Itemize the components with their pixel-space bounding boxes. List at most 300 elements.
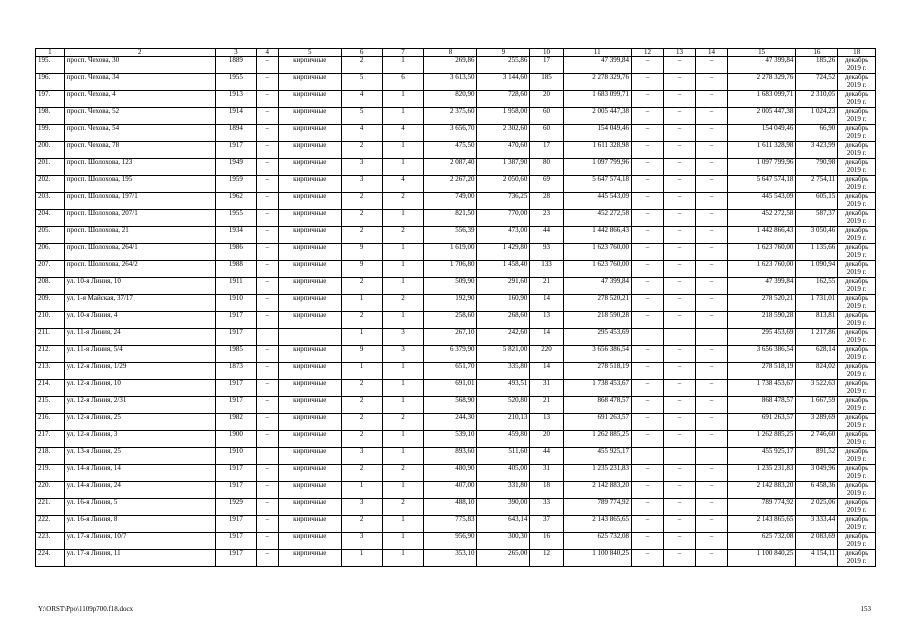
table-cell: – [663,210,695,227]
table-cell: – [631,176,663,193]
table-cell: ул. 17-я Линия, 11 [64,550,215,567]
table-cell: кирпичные [278,363,341,380]
table-cell: – [663,142,695,159]
table-cell: 3 [341,448,382,465]
table-cell: 1 100 840,25 [727,550,795,567]
table-cell: кирпичные [278,57,341,74]
table-cell: кирпичные [278,431,341,448]
table-cell: – [663,108,695,125]
table-cell: просп. Шолохова, 264/2 [64,261,215,278]
table-cell: 1 100 840,25 [563,550,631,567]
table-cell: 1 [382,482,424,499]
table-cell: – [256,193,278,210]
table-cell: 1911 [215,278,256,295]
table-cell: 1982 [215,414,256,431]
table-cell: 628,14 [796,346,838,363]
register-table [35,48,876,567]
table-cell: – [695,380,727,397]
table-row [36,91,876,108]
table-cell: – [695,278,727,295]
table-cell: 520,80 [477,397,530,414]
table-cell: 66,90 [796,125,838,142]
column-header: 18 [838,49,876,57]
table-cell: 215. [36,397,65,414]
table-cell: 278 518,19 [563,363,631,380]
table-cell: 390,00 [477,499,530,516]
table-cell: ул. 12-я Линия, 2/31 [64,397,215,414]
table-cell: 1917 [215,380,256,397]
table-cell: 3 [341,176,382,193]
table-cell: 13 [530,312,563,329]
table-row [36,57,876,74]
column-header: 12 [631,49,663,57]
table-cell: 1 [341,363,382,380]
table-cell: 1929 [215,499,256,516]
table-cell: декабрь 2019 г. [838,142,876,159]
table-cell: просп. Шолохова, 207/1 [64,210,215,227]
table-cell: кирпичные [278,74,341,91]
table-cell: 789 774,92 [563,499,631,516]
table-cell: 2 [341,210,382,227]
table-cell: 770,00 [477,210,530,227]
table-cell: – [695,431,727,448]
table-cell: – [631,210,663,227]
table-cell: 2 310,05 [796,91,838,108]
table-cell: – [631,431,663,448]
table-cell: 1 623 760,00 [563,244,631,261]
table-cell: кирпичные [278,516,341,533]
table-cell: 300,30 [477,533,530,550]
table-cell: 268,60 [477,312,530,329]
table-cell: 154 049,46 [563,125,631,142]
table-cell: 2 [341,227,382,244]
table-row [36,380,876,397]
column-header: 11 [563,49,631,57]
table-cell: 691 263,57 [563,414,631,431]
table-cell: декабрь 2019 г. [838,482,876,499]
table-cell: декабрь 2019 г. [838,159,876,176]
table-cell: 222. [36,516,65,533]
table-cell: – [695,465,727,482]
table-cell: 201. [36,159,65,176]
table-cell: – [256,499,278,516]
column-header: 15 [727,49,795,57]
table-cell: 295 453,69 [563,329,631,346]
table-cell: – [631,516,663,533]
table-cell: кирпичные [278,261,341,278]
table-cell: 218 590,28 [563,312,631,329]
table-cell: – [256,142,278,159]
table-cell: – [663,295,695,312]
table-cell: 2 [341,193,382,210]
table-cell: декабрь 2019 г. [838,125,876,142]
table-cell: – [256,482,278,499]
table-cell: 185 [530,74,563,91]
table-cell: декабрь 2019 г. [838,210,876,227]
table-cell: 267,10 [424,329,477,346]
table-cell: кирпичные [278,108,341,125]
table-cell: – [663,431,695,448]
table-row [36,346,876,363]
table-cell: кирпичные [278,295,341,312]
table-cell: 6 [382,74,424,91]
table-cell: – [695,533,727,550]
table-cell: – [631,57,663,74]
table-cell: 3 522,63 [796,380,838,397]
table-cell: ул. 11-я Линия, 24 [64,329,215,346]
table-cell: – [695,261,727,278]
table-cell: – [631,193,663,210]
table-cell: 1910 [215,448,256,465]
table-cell: кирпичные [278,550,341,567]
table-cell [278,329,341,346]
table-cell: 1917 [215,329,256,346]
table-cell: ул. 12-я Линия, 3 [64,431,215,448]
table-cell: декабрь 2019 г. [838,295,876,312]
table-cell: – [631,465,663,482]
table-row [36,261,876,278]
table-cell: 1 [341,295,382,312]
table-cell: 1 623 760,00 [727,261,795,278]
table-cell: 44 [530,227,563,244]
table-cell: 3 656 386,54 [727,346,795,363]
table-cell: 1917 [215,142,256,159]
table-cell: 1917 [215,516,256,533]
table-cell: 255,86 [477,57,530,74]
table-cell: 353,10 [424,550,477,567]
table-row [36,363,876,380]
table-cell: 6 379,90 [424,346,477,363]
table-cell: декабрь 2019 г. [838,533,876,550]
table-row [36,465,876,482]
table-cell: 2 [341,312,382,329]
table-row [36,159,876,176]
table-cell: кирпичные [278,414,341,431]
table-cell: декабрь 2019 г. [838,312,876,329]
table-cell: 1959 [215,176,256,193]
table-cell: кирпичные [278,176,341,193]
table-cell: 1 623 760,00 [727,244,795,261]
table-cell: 956,90 [424,533,477,550]
table-cell: 93 [530,244,563,261]
table-cell: 60 [530,125,563,142]
table-cell: 242,60 [477,329,530,346]
table-cell: декабрь 2019 г. [838,176,876,193]
table-cell: 47 399,84 [563,278,631,295]
table-cell: просп. Чехова, 30 [64,57,215,74]
table-cell: 2 025,06 [796,499,838,516]
table-cell: декабрь 2019 г. [838,57,876,74]
table-cell: 1 [341,482,382,499]
table-cell: – [695,108,727,125]
table-cell: – [663,74,695,91]
table-cell: 1949 [215,159,256,176]
table-cell: 47 399,84 [727,278,795,295]
table-cell: 2 278 329,76 [563,74,631,91]
table-cell: 1 619,00 [424,244,477,261]
table-cell: просп. Шолохова, 21 [64,227,215,244]
table-cell: – [663,550,695,567]
table-cell: – [695,550,727,567]
table-cell: 16 [530,533,563,550]
table-cell: – [695,176,727,193]
table-cell: 60 [530,108,563,125]
table-cell: 605,15 [796,193,838,210]
table-cell: 1 [382,278,424,295]
table-cell: кирпичные [278,448,341,465]
table-cell: 587,37 [796,210,838,227]
table-cell: 2 [382,414,424,431]
table-cell: декабрь 2019 г. [838,431,876,448]
table-cell: ул. 1-я Майская, 37/17 [64,295,215,312]
table-cell: 1934 [215,227,256,244]
table-cell: 473,00 [477,227,530,244]
table-cell: 206. [36,244,65,261]
table-cell: ул. 13-я Линия, 25 [64,448,215,465]
table-cell: – [663,193,695,210]
column-header: 10 [530,49,563,57]
table-cell: 20 [530,431,563,448]
table-cell: 1 958,00 [477,108,530,125]
table-cell: декабрь 2019 г. [838,346,876,363]
table-cell: 475,50 [424,142,477,159]
table-cell: – [631,346,663,363]
table-cell: кирпичные [278,312,341,329]
table-cell: – [695,193,727,210]
table-cell: декабрь 2019 г. [838,363,876,380]
table-cell: 1 [382,550,424,567]
table-cell: – [663,312,695,329]
table-cell: 2 [341,57,382,74]
table-cell: ул. 12-я Линия, 25 [64,414,215,431]
table-cell: ул. 16-я Линия, 8 [64,516,215,533]
table-cell: 1955 [215,74,256,91]
table-cell: 2 278 329,76 [727,74,795,91]
table-cell: 407,00 [424,482,477,499]
column-header: 16 [796,49,838,57]
table-row [36,397,876,414]
table-cell: – [631,363,663,380]
table-cell: 2 267,20 [424,176,477,193]
table-cell: – [663,261,695,278]
table-cell: 3 656,70 [424,125,477,142]
table-cell: – [256,533,278,550]
table-cell: 1 [382,516,424,533]
table-row [36,108,876,125]
table-cell: – [631,550,663,567]
table-cell: – [256,380,278,397]
header-row [36,49,876,57]
table-row [36,176,876,193]
table-cell: – [695,210,727,227]
table-cell: 1913 [215,91,256,108]
table-cell: 1 [382,533,424,550]
table-cell: 452 272,58 [727,210,795,227]
table-cell: 1 738 453,67 [727,380,795,397]
table-cell: 198. [36,108,65,125]
column-header: 4 [256,49,278,57]
table-cell: 295 453,69 [727,329,795,346]
column-header: 1 [36,49,65,57]
table-cell: 185,26 [796,57,838,74]
table-cell: 28 [530,193,563,210]
table-cell: просп. Чехова, 52 [64,108,215,125]
table-cell: 4 [341,91,382,108]
table-cell: 1 623 760,00 [563,261,631,278]
table-cell: 1 667,59 [796,397,838,414]
table-cell: 219. [36,465,65,482]
table-cell: 1 [382,312,424,329]
table-row [36,499,876,516]
table-cell: 216. [36,414,65,431]
table-cell: 2 [341,380,382,397]
table-cell: 1894 [215,125,256,142]
table-cell: 44 [530,448,563,465]
table-cell: 480,90 [424,465,477,482]
table-cell: – [695,414,727,431]
table-cell: 2 [341,397,382,414]
table-cell: кирпичные [278,482,341,499]
table-cell: 445 543,09 [563,193,631,210]
table-cell: 4 [382,176,424,193]
table-cell: 1917 [215,533,256,550]
table-cell [663,448,695,465]
table-cell: 291,60 [477,278,530,295]
table-cell: 2 050,60 [477,176,530,193]
table-cell: – [256,363,278,380]
table-cell: просп. Шолохова, 197/1 [64,193,215,210]
table-cell: 1917 [215,397,256,414]
table-cell: – [256,74,278,91]
table-cell: 278 520,21 [563,295,631,312]
table-cell: 2 143 865,65 [727,516,795,533]
table-cell: – [695,499,727,516]
table-cell: 2 [341,414,382,431]
table-cell: декабрь 2019 г. [838,278,876,295]
table-cell: 1 [341,550,382,567]
column-header: 3 [215,49,256,57]
table-cell: просп. Шолохова, 123 [64,159,215,176]
table-cell: 220 [530,346,563,363]
table-cell: 891,52 [796,448,838,465]
table-cell: 14 [530,295,563,312]
table-cell: декабрь 2019 г. [838,465,876,482]
table-row [36,278,876,295]
table-cell: 6 458,36 [796,482,838,499]
table-cell: 4 [382,125,424,142]
table-cell: – [256,91,278,108]
table-row [36,125,876,142]
table-cell: кирпичные [278,227,341,244]
table-cell: декабрь 2019 г. [838,244,876,261]
table-cell: кирпичные [278,465,341,482]
table-cell: просп. Шолохова, 195 [64,176,215,193]
table-cell [631,329,663,346]
table-cell: – [663,465,695,482]
column-header: 13 [663,49,695,57]
table-cell: – [663,363,695,380]
table-cell: – [663,346,695,363]
table-cell: 3 049,96 [796,465,838,482]
table-cell: ул. 17-я Линия, 10/7 [64,533,215,550]
table-cell: – [663,499,695,516]
table-cell: 1 217,86 [796,329,838,346]
table-row [36,516,876,533]
table-cell: – [256,108,278,125]
table-cell: 691 263,57 [727,414,795,431]
table-cell: – [695,312,727,329]
table-cell: 208. [36,278,65,295]
table-cell: 493,51 [477,380,530,397]
table-cell: 539,10 [424,431,477,448]
table-cell: 1910 [215,295,256,312]
table-cell: 625 732,08 [563,533,631,550]
table-cell: декабрь 2019 г. [838,499,876,516]
table-cell: 1 387,90 [477,159,530,176]
table-cell: 1 [382,210,424,227]
table-row [36,295,876,312]
table-cell: – [631,261,663,278]
table-cell: – [663,57,695,74]
table-cell: – [631,227,663,244]
table-cell: 1 262 885,25 [727,431,795,448]
table-cell: – [695,397,727,414]
table-cell: 218. [36,448,65,465]
table-cell: 1 235 231,83 [727,465,795,482]
table-cell: – [256,397,278,414]
table-cell: 1 [341,329,382,346]
table-cell: 3 [341,533,382,550]
table-cell: – [695,159,727,176]
table-cell: 3 [341,159,382,176]
table-cell: просп. Чехова, 4 [64,91,215,108]
table-cell: 9 [341,346,382,363]
table-cell: декабрь 2019 г. [838,448,876,465]
table-cell: 2 005 447,38 [727,108,795,125]
table-row [36,244,876,261]
table-cell: 775,83 [424,516,477,533]
table-cell: 2 142 883,20 [727,482,795,499]
table-cell: 133 [530,261,563,278]
table-cell: 1986 [215,244,256,261]
table-row [36,431,876,448]
table-cell: ул. 12-я Линия, 10 [64,380,215,397]
table-cell: 192,90 [424,295,477,312]
table-cell: – [663,91,695,108]
table-cell: 14 [530,329,563,346]
table-cell: – [663,227,695,244]
table-row [36,227,876,244]
table-cell: декабрь 2019 г. [838,91,876,108]
table-cell: 455 925,17 [563,448,631,465]
table-cell: ул. 11-я Линия, 5/4 [64,346,215,363]
table-cell: – [663,176,695,193]
table-cell: 724,52 [796,74,838,91]
table-cell: – [631,397,663,414]
table-cell: 203. [36,193,65,210]
table-cell: 651,70 [424,363,477,380]
table-cell: ул. 14-я Линия, 14 [64,465,215,482]
table-cell: 197. [36,91,65,108]
table-cell: 47 399,84 [563,57,631,74]
table-cell: ул. 14-я Линия, 24 [64,482,215,499]
table-cell: декабрь 2019 г. [838,329,876,346]
table-cell: 1 738 453,67 [563,380,631,397]
table-cell: – [256,210,278,227]
table-row [36,482,876,499]
table-cell: 217. [36,431,65,448]
table-cell: 1 611 328,98 [727,142,795,159]
